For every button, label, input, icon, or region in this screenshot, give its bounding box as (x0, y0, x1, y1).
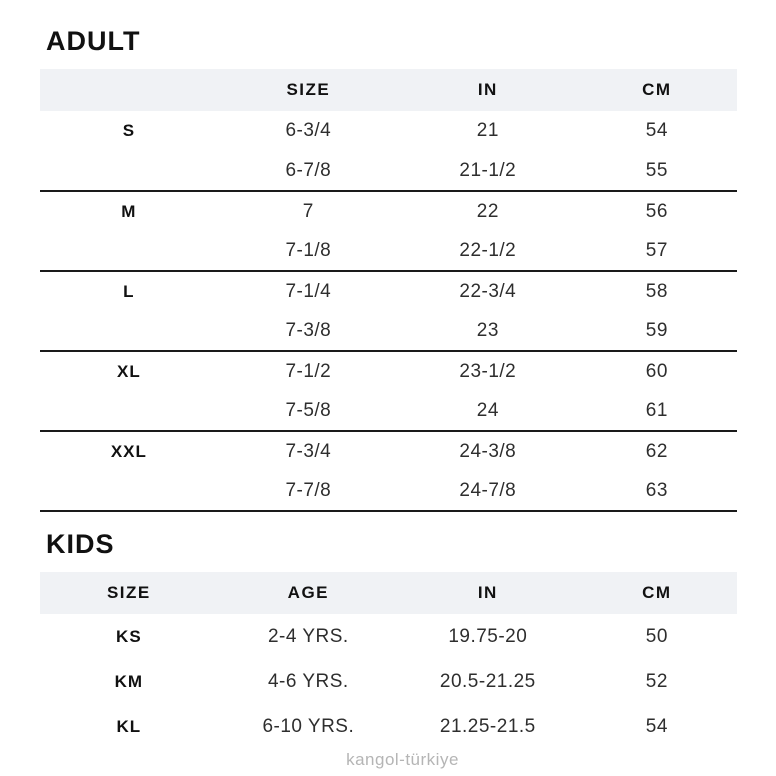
size-label-cell: KM (114, 671, 144, 691)
table-row (40, 151, 737, 191)
value-cell: 54 (645, 715, 668, 737)
value-cell: 7-3/4 (285, 440, 332, 462)
value-cell: 7-1/8 (218, 231, 399, 271)
header-row (40, 572, 737, 614)
value-cell: 7-1/4 (285, 280, 332, 302)
header-row (40, 69, 737, 111)
adult-section-title: ADULT (46, 26, 141, 56)
size-label-cell: KS (116, 626, 142, 646)
column-header-in: IN (399, 572, 577, 614)
value-cell: 52 (645, 670, 668, 692)
table-row (40, 659, 737, 704)
value-cell: 60 (645, 360, 668, 382)
value-cell: 24-3/8 (459, 440, 517, 462)
size-label-cell: S (122, 121, 136, 140)
size-label-cell: M (121, 201, 137, 221)
value-cell: 7 (302, 200, 314, 222)
value-cell: 63 (577, 471, 737, 511)
size-label-cell (40, 231, 218, 271)
value-cell: 24 (399, 391, 577, 431)
value-cell: 7-1/2 (285, 360, 332, 382)
table-row (40, 471, 737, 511)
value-cell: 6-3/4 (285, 120, 332, 141)
value-cell: 7-7/8 (218, 471, 399, 511)
kids-size-table (40, 572, 737, 749)
value-cell: 55 (577, 151, 737, 191)
column-header-in: IN (399, 69, 577, 111)
column-header-age: AGE (218, 572, 399, 614)
value-cell: 50 (645, 625, 668, 647)
adult-table-header (40, 69, 737, 111)
value-cell: 6-7/8 (218, 151, 399, 191)
value-cell: 61 (577, 391, 737, 431)
value-cell: 21-1/2 (399, 151, 577, 191)
value-cell: 20.5-21.25 (439, 670, 536, 692)
value-cell: 7-5/8 (218, 391, 399, 431)
column-header-cm: CM (577, 69, 737, 111)
column-header-size: SIZE (40, 572, 218, 614)
size-label-cell: L (123, 281, 135, 301)
value-cell: 22-3/4 (459, 280, 517, 302)
table-row (40, 614, 737, 659)
value-cell: 7-3/8 (218, 311, 399, 351)
value-cell: 58 (645, 280, 668, 302)
kids-section-title: KIDS (46, 529, 115, 559)
value-cell: 21.25-21.5 (439, 715, 536, 737)
column-header-blank (40, 69, 218, 111)
table-row (40, 271, 737, 311)
value-cell: 6-10 YRS. (262, 715, 355, 737)
size-label-cell (40, 391, 218, 431)
table-row (40, 191, 737, 231)
table-row (40, 311, 737, 351)
value-cell: 24-7/8 (399, 471, 577, 511)
value-cell: 56 (645, 200, 668, 222)
value-cell: 23-1/2 (459, 360, 517, 382)
table-row (40, 231, 737, 271)
value-cell: 59 (577, 311, 737, 351)
value-cell: 22 (476, 200, 499, 222)
table-row (40, 111, 737, 151)
value-cell: 19.75-20 (448, 625, 528, 647)
size-label-cell: XXL (110, 441, 147, 461)
value-cell: 2-4 YRS. (267, 625, 349, 647)
table-row (40, 351, 737, 391)
size-label-cell (40, 471, 218, 511)
value-cell: 21 (476, 120, 499, 141)
table-row (40, 391, 737, 431)
value-cell: 22-1/2 (399, 231, 577, 271)
adult-table-body (40, 111, 737, 511)
size-label-cell (40, 311, 218, 351)
table-row (40, 431, 737, 471)
brand-watermark: kangol-türkiye (346, 750, 459, 769)
kids-table-header (40, 572, 737, 614)
adult-size-table (40, 69, 737, 512)
column-header-size: SIZE (218, 69, 399, 111)
kids-table-body (40, 614, 737, 749)
value-cell: 23 (399, 311, 577, 351)
value-cell: 57 (577, 231, 737, 271)
size-label-cell (40, 151, 218, 191)
table-row (40, 704, 737, 749)
value-cell: 62 (645, 440, 668, 462)
value-cell: 54 (645, 120, 668, 141)
size-label-cell: XL (117, 361, 141, 381)
size-label-cell: KL (116, 716, 142, 736)
column-header-cm: CM (577, 572, 737, 614)
value-cell: 4-6 YRS. (267, 670, 349, 692)
